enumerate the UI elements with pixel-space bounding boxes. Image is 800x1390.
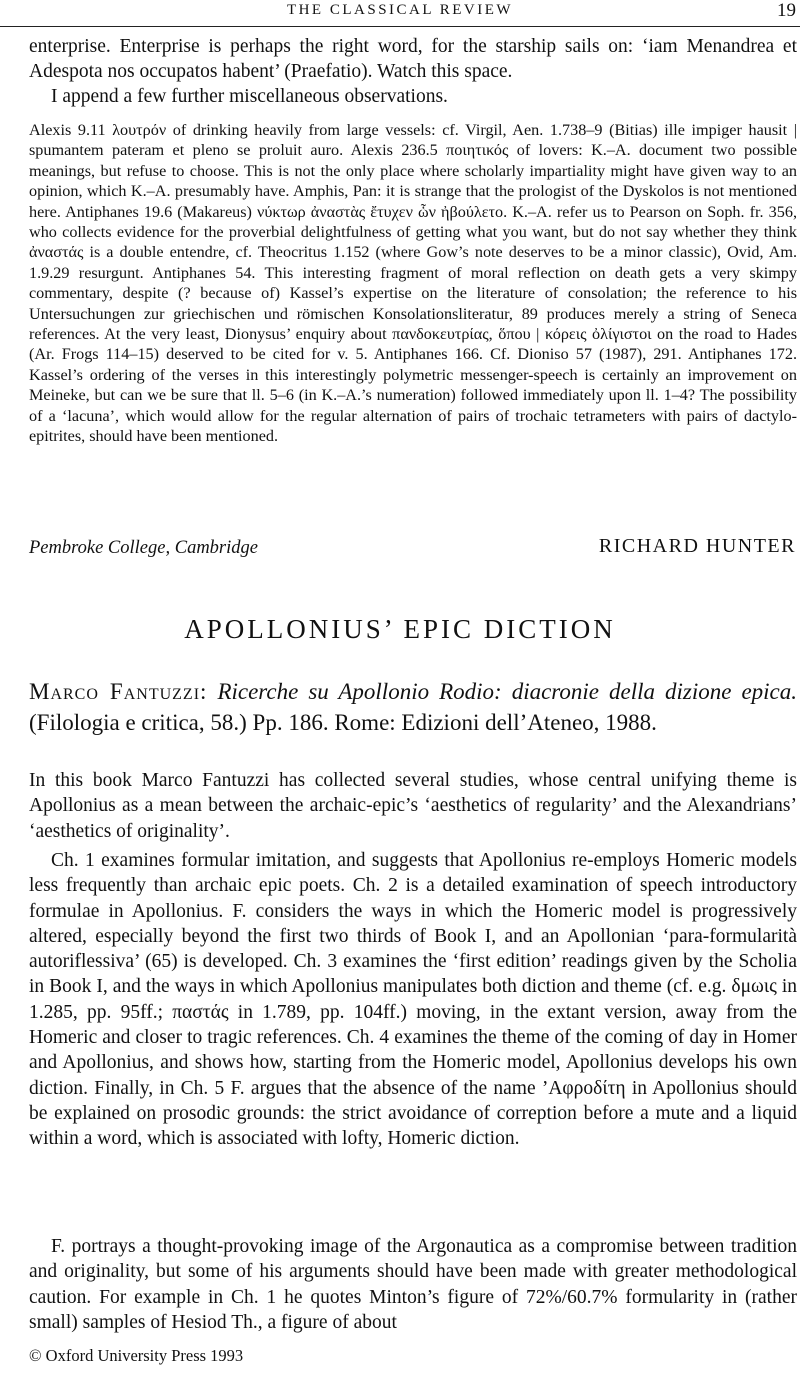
book-title: Ricerche su Apollonio Rodio: diacronie della dizione epica. xyxy=(217,679,798,704)
reviewer-name: RICHARD HUNTER xyxy=(598,535,796,557)
running-header xyxy=(0,0,800,27)
journal-title: THE CLASSICAL REVIEW xyxy=(286,2,514,18)
review-paragraph-2: Ch. 1 examines formular imitation, and suggests that Apollonius re-employs Homeric models less frequently than archaic epic poets. Ch. 2 is a detailed examination of speech introductory formulae in Apollonius. F. considers the ways in which the Homeric model is progressively altered, especially beyond the first two thirds of Book I, and an Apollonian ‘para-formularità autoriflessiva’ (65) is developed. Ch. 3 examines the ‘first edition’ readings given by the Scholia in Book I, and the ways in which Apollonius manipulates both diction and theme (cf. e.g. δμωις in 1.285, pp. 95ff.; παστάς in 1.789, pp. 104ff.) moving, in the extant version, away from the Homeric and closer to tragic references. Ch. 4 examines the theme of the coming of day in Homer and Apollonius, and shows how, starting from the Homeric model, Apollonius develops his own diction. Finally, in Ch. 5 F. argues that the absence of the name ’Αφροδίτη in Apollonius should be explained on prosodic grounds: the strict avoidance of correption before a mute and a liquid within a word, which is associated with lofty, Homeric diction. xyxy=(29,850,797,1150)
miscellaneous-notes: Alexis 9.11 λουτρόν of drinking heavily from large vessels: cf. Virgil, Aen. 1.738–9 (Bitias) ille impiger hausit | spumantem pateram et pleno se proluit auro. Alexis 236.5 ποιητικός of lovers: K.–A. document two possible meanings, but refuse to choose. This is not the only place where scholarly impartiality might have given way to an opinion, which K.–A. presumably have. Amphis, Pan: it is strange that the prologist of the Dyskolos is not mentioned here. Antiphanes 19.6 (Makareus) νύκτωρ ἀναστὰς ἔτυχεν ὧν ἠβούλετο. K.–A. refer us to Pearson on Soph. fr. 356, who collects evidence for the proverbial delightfulness of getting what you want, but do not say whether they think ἀναστάς is a double entendre, cf. Theocritus 1.152 (where Gow’s note deserves to be a minor classic), Ovid, Am. 1.9.29 resurgunt. Antiphanes 54. This interesting fragment of moral reflection on death gets a very skimpy commentary, despite (? because of) Kassel’s expertise on the literature of consolation; the reference to his Untersuchungen zur griechischen und römischen Konsolationsliteratur, 89 produces merely a string of Seneca references. At the very least, Dionysus’ enquiry about πανδοκευτρίας, ὅπου | κόρεις ὀλίγιστοι on the road to Hades (Ar. Frogs 114–15) deserved to be cited for v. 5. Antiphanes 166. Cf. Dioniso 57 (1987), 291. Antiphanes 172. Kassel’s ordering of the verses in this interestingly polymetric messenger-speech is certainly an improvement on Meineke, but can we be sure that ll. 5–6 (in K.–A.’s numeration) followed immediately upon ll. 1–4? The possibility of a ‘lacuna’, which would allow for the regular alternation of pairs of trochaic tetrameters with pairs of dactylo-epitrites, should have been mentioned. xyxy=(29,121,797,446)
intro-paragraph-1: enterprise. Enterprise is perhaps the right word, for the starship sails on: ‘iam Menandrea et Adespota nos occupatos habent’ (Praefatio). Watch this space. xyxy=(29,36,797,83)
intro-paragraph-2: I append a few further miscellaneous observations. xyxy=(51,86,448,107)
book-author: Marco Fantuzzi: xyxy=(29,679,208,704)
reviewer-affiliation: Pembroke College, Cambridge xyxy=(29,538,258,558)
review-title: APOLLONIUS’ EPIC DICTION xyxy=(184,614,616,644)
bibliographic-entry xyxy=(29,676,797,738)
review-paragraph-3: F. portrays a thought-provoking image of the Argonautica as a compromise between tradition and originality, but some of his arguments should have been made with greater methodological caution. For example in Ch. 1 he quotes Minton’s figure of 72%/60.7% formularity in (rather small) samples of Hesiod Th., a figure of about xyxy=(29,1236,797,1333)
copyright-notice: © Oxford University Press 1993 xyxy=(29,1346,244,1365)
page-number: 19 xyxy=(777,0,796,21)
review-paragraph-1: In this book Marco Fantuzzi has collected several studies, whose central unifying theme is Apollonius as a mean between the archaic-epic’s ‘aesthetics of regularity’ and the Alexandrians’ ‘aesthetics of originality’. xyxy=(29,770,797,842)
book-details: (Filologia e critica, 58.) Pp. 186. Rome: Edizioni dell’Ateneo, 1988. xyxy=(29,710,657,735)
